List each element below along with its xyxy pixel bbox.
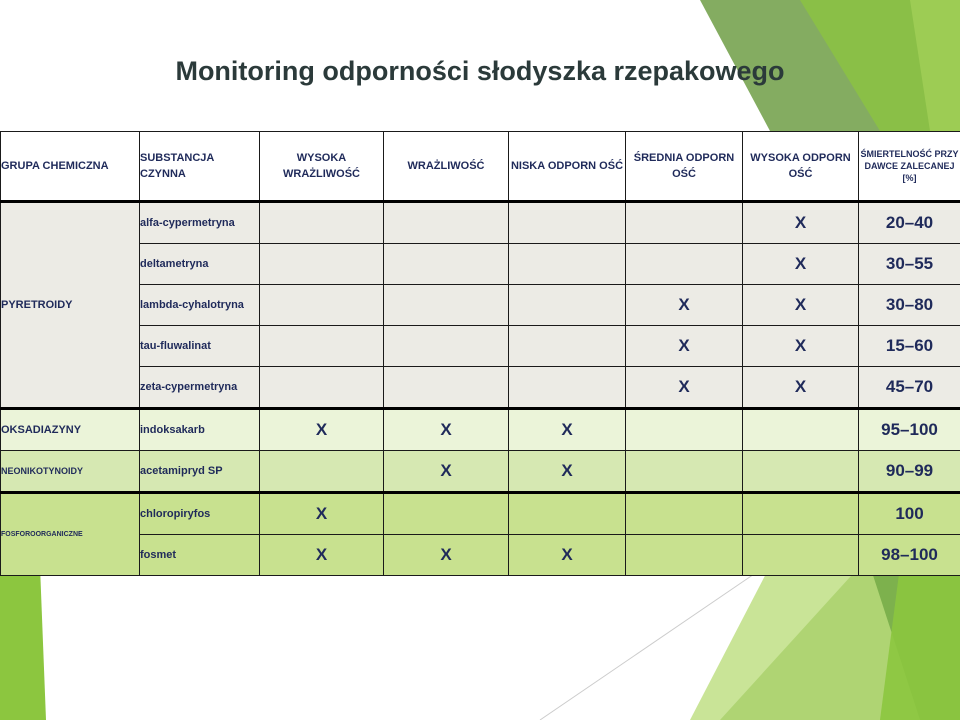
mortality-cell: 90–99 — [859, 451, 960, 493]
mark-cell: X — [743, 285, 859, 326]
mark-cell — [509, 285, 626, 326]
group-cell: PYRETROIDY — [1, 202, 140, 409]
resistance-table — [0, 131, 960, 576]
mark-cell — [626, 409, 743, 451]
table-row — [1, 493, 960, 535]
slide-title: Monitoring odporności słodyszka rzepakowego — [175, 56, 785, 86]
mark-cell — [260, 326, 384, 367]
table-row — [1, 367, 960, 409]
mark-cell — [509, 202, 626, 244]
mark-cell — [509, 367, 626, 409]
table-row — [1, 202, 960, 244]
substance-cell: lambda-cyhalotryna — [140, 285, 260, 326]
table-header-row — [1, 132, 960, 202]
mark-cell: X — [509, 451, 626, 493]
mark-cell — [384, 285, 509, 326]
mark-cell: X — [509, 535, 626, 576]
mark-cell — [384, 367, 509, 409]
substance-cell: acetamipryd SP — [140, 451, 260, 493]
mortality-cell: 20–40 — [859, 202, 960, 244]
substance-cell: chloropiryfos — [140, 493, 260, 535]
group-cell: FOSFOROORGANICZNE — [1, 493, 140, 576]
mark-cell: X — [260, 535, 384, 576]
mortality-cell: 15–60 — [859, 326, 960, 367]
table-row — [1, 409, 960, 451]
mark-cell — [626, 535, 743, 576]
substance-cell: deltametryna — [140, 244, 260, 285]
table-row — [1, 244, 960, 285]
mark-cell — [626, 202, 743, 244]
mark-cell — [626, 244, 743, 285]
mark-cell: X — [384, 535, 509, 576]
header-substancja-czynna: SUBSTANCJA CZYNNA — [140, 132, 260, 202]
mark-cell — [626, 493, 743, 535]
deco-shape-bottom-left — [0, 566, 46, 720]
mark-cell: X — [743, 244, 859, 285]
mark-cell — [743, 535, 859, 576]
table-row — [1, 326, 960, 367]
header-smiertelnosc: ŚMIERTELNOŚĆ PRZY DAWCE ZALECANEJ [%] — [859, 132, 960, 202]
mark-cell: X — [626, 285, 743, 326]
header-wrazliwosc: WRAŻLIWOŚĆ — [384, 132, 509, 202]
mark-cell — [509, 493, 626, 535]
mark-cell — [260, 244, 384, 285]
mark-cell: X — [626, 326, 743, 367]
mortality-cell: 98–100 — [859, 535, 960, 576]
mark-cell — [260, 285, 384, 326]
mark-cell — [384, 326, 509, 367]
mark-cell: X — [743, 367, 859, 409]
mortality-cell: 95–100 — [859, 409, 960, 451]
table-row — [1, 535, 960, 576]
mark-cell — [384, 493, 509, 535]
header-wysoka-wrazliwosc: WYSOKA WRAŻLIWOŚĆ — [260, 132, 384, 202]
mortality-cell: 30–80 — [859, 285, 960, 326]
mark-cell: X — [509, 409, 626, 451]
mark-cell: X — [260, 493, 384, 535]
mark-cell — [260, 451, 384, 493]
mark-cell: X — [384, 409, 509, 451]
header-niska-odpornosc: NISKA ODPORN OŚĆ — [509, 132, 626, 202]
mark-cell — [743, 493, 859, 535]
mark-cell — [260, 367, 384, 409]
header-srednia-odpornosc: ŚREDNIA ODPORN OŚĆ — [626, 132, 743, 202]
mark-cell — [743, 409, 859, 451]
substance-cell: fosmet — [140, 535, 260, 576]
mark-cell: X — [626, 367, 743, 409]
mark-cell — [509, 244, 626, 285]
mark-cell — [384, 202, 509, 244]
group-cell: NEONIKOTYNOIDY — [1, 451, 140, 493]
mark-cell: X — [743, 202, 859, 244]
mark-cell — [743, 451, 859, 493]
mark-cell: X — [260, 409, 384, 451]
mark-cell — [384, 244, 509, 285]
mark-cell — [509, 326, 626, 367]
mark-cell — [260, 202, 384, 244]
mark-cell: X — [384, 451, 509, 493]
header-grupa-chemiczna: GRUPA CHEMICZNA — [1, 132, 140, 202]
table-row — [1, 451, 960, 493]
substance-cell: tau-fluwalinat — [140, 326, 260, 367]
header-wysoka-odpornosc: WYSOKA ODPORN OŚĆ — [743, 132, 859, 202]
mark-cell: X — [743, 326, 859, 367]
substance-cell: alfa-cypermetryna — [140, 202, 260, 244]
mortality-cell: 30–55 — [859, 244, 960, 285]
substance-cell: zeta-cypermetryna — [140, 367, 260, 409]
table-row — [1, 285, 960, 326]
mortality-cell: 45–70 — [859, 367, 960, 409]
group-cell: OKSADIAZYNY — [1, 409, 140, 451]
mortality-cell: 100 — [859, 493, 960, 535]
mark-cell — [626, 451, 743, 493]
substance-cell: indoksakarb — [140, 409, 260, 451]
